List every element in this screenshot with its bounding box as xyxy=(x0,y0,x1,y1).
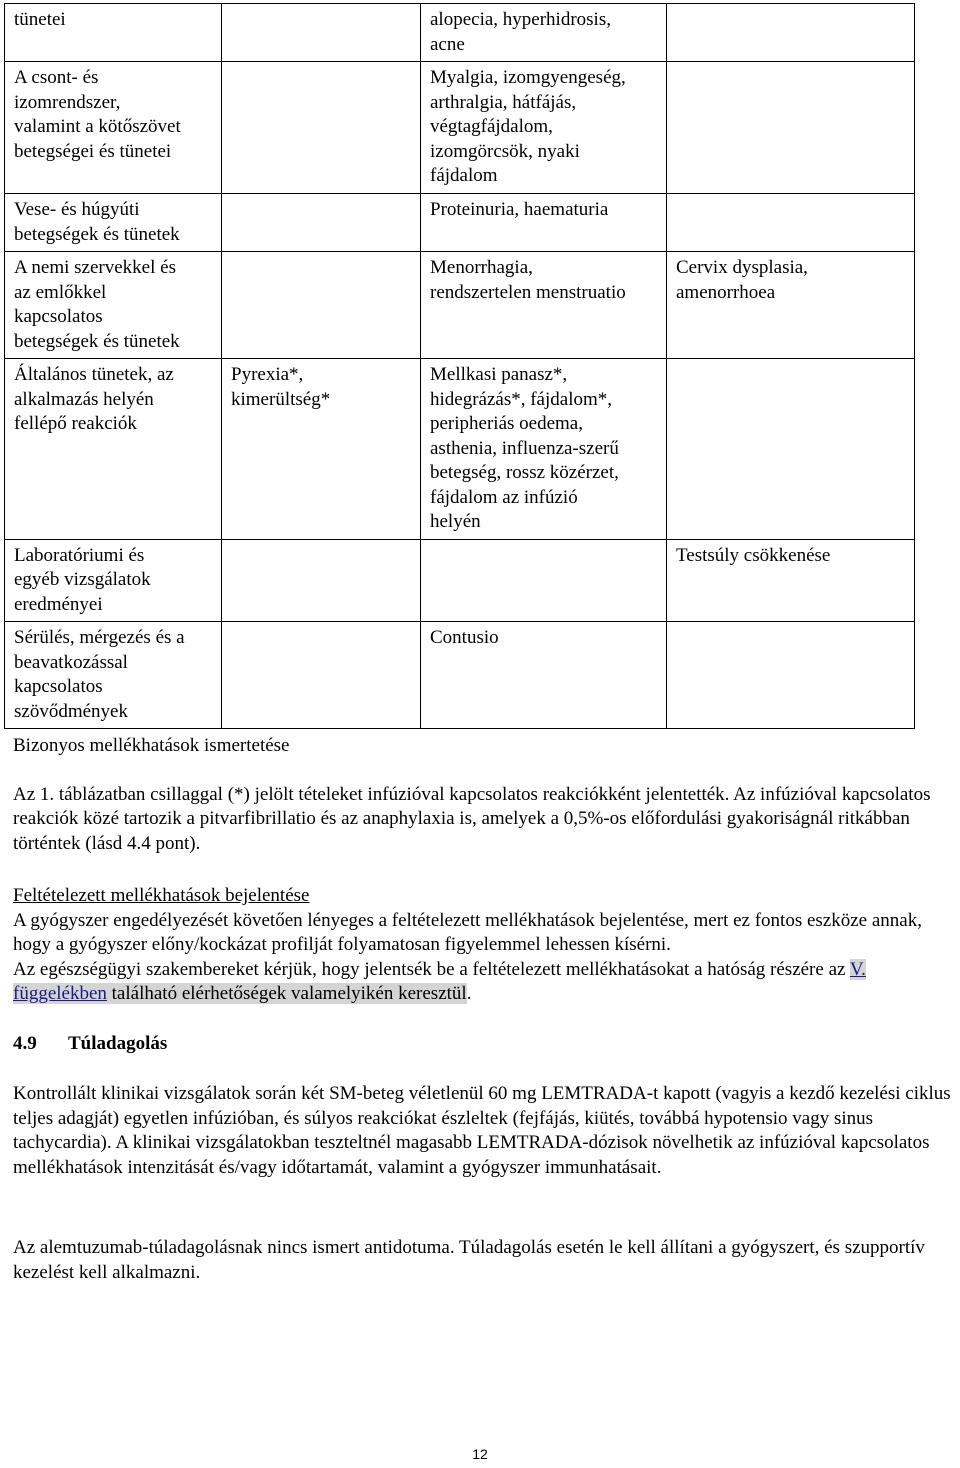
table-row xyxy=(5,62,915,194)
table-cell: A csont- és izomrendszer, valamint a kötőszövet betegségei és tünetei xyxy=(5,62,222,194)
overdose-text-2: Az alemtuzumab-túladagolásnak nincs ismert antidotuma. Túladagolás esetén le kell állítani a gyógyszert, és szupportív kezelést kell alkalmazni. xyxy=(13,1237,925,1283)
reporting-heading: Feltételezett mellékhatások bejelentése xyxy=(13,885,310,906)
table-cell: Vese- és húgyúti betegségek és tünetek xyxy=(5,194,222,252)
section-title: Túladagolás xyxy=(68,1033,168,1054)
table-row xyxy=(5,359,915,540)
table-cell: alopecia, hyperhidrosis, acne xyxy=(421,4,667,62)
adverse-reactions-table xyxy=(4,3,915,729)
table-cell: Sérülés, mérgezés és a beavatkozással kapcsolatos szövődmények xyxy=(5,622,222,729)
section-heading xyxy=(13,1032,958,1057)
table-cell xyxy=(667,4,915,62)
table-row xyxy=(5,194,915,252)
table-row xyxy=(5,4,915,62)
table-row xyxy=(5,622,915,729)
table-cell: Contusio xyxy=(421,622,667,729)
table-cell xyxy=(222,252,421,359)
table-cell: Cervix dysplasia, amenorrhoea xyxy=(667,252,915,359)
appendix-v-link[interactable]: V. függelékben xyxy=(13,958,866,1004)
table-cell: Menorrhagia, rendszertelen menstruatio xyxy=(421,252,667,359)
reporting-section xyxy=(13,884,958,1007)
table-cell xyxy=(667,62,915,194)
table-cell xyxy=(222,194,421,252)
reporting-contact-lead: Az egészségügyi szakembereket kérjük, hogy jelentsék be a feltételezett mellékhatásokat a hatóság részére az xyxy=(13,958,846,980)
section-number: 4.9 xyxy=(13,1033,37,1054)
table-cell xyxy=(222,62,421,194)
table-cell xyxy=(222,4,421,62)
table-cell xyxy=(222,622,421,729)
table-cell xyxy=(667,359,915,540)
overdose-paragraph-1 xyxy=(13,1082,958,1180)
overdose-paragraph-2 xyxy=(13,1236,958,1285)
specific-reactions-heading: Bizonyos mellékhatások ismertetése xyxy=(13,735,290,756)
table-cell: Mellkasi panasz*, hidegrázás*, fájdalom*, peripheriás oedema, asthenia, influenza-szerű betegség, rossz közérzet, fájdalom az infúzió helyén xyxy=(421,359,667,540)
table-cell: Pyrexia*, kimerültség* xyxy=(222,359,421,540)
table-row xyxy=(5,252,915,359)
table-cell: Laboratóriumi és egyéb vizsgálatok eredményei xyxy=(5,539,222,622)
reporting-contact-end: . xyxy=(466,983,472,1004)
table-cell: Testsúly csökkenése xyxy=(667,539,915,622)
table-cell: Myalgia, izomgyengeség, arthralgia, hátfájás, végtagfájdalom, izomgörcsök, nyaki fájdalom xyxy=(421,62,667,194)
specific-reactions-section xyxy=(13,734,958,856)
table-cell: A nemi szervekkel és az emlőkkel kapcsolatos betegségek és tünetek xyxy=(5,252,222,359)
reporting-contact-tail: található elérhetőségek valamelyikén keresztül xyxy=(106,983,467,1004)
table-cell xyxy=(222,539,421,622)
table-cell: Általános tünetek, az alkalmazás helyén fellépő reakciók xyxy=(5,359,222,540)
reporting-contact-text xyxy=(13,958,958,1007)
table-cell: tünetei xyxy=(5,4,222,62)
table-row xyxy=(5,539,915,622)
table-cell: Proteinuria, haematuria xyxy=(421,194,667,252)
table-cell xyxy=(667,194,915,252)
specific-reactions-text: Az 1. táblázatban csillaggal (*) jelölt tételeket infúzióval kapcsolatos reakciókként jelentették. Az infúzióval kapcsolatos reakciók közé tartozik a pitvarfibrillatio és az anaphylaxia is, amelyek a 0,5%-os előfordulási gyakoriságnál ritkábban történtek (lásd 4.4 pont). xyxy=(13,783,931,854)
overdose-text-1: Kontrollált klinikai vizsgálatok során két SM-beteg véletlenül 60 mg LEMTRADA-t kapott (vagyis a kezdő kezelési ciklus teljes adagját) egyetlen infúzióban, és súlyos reakciókat észleltek (fejfájás, kiütés, továbbá hypotensio vagy sinus tachycardia). A klinikai vizsgálatokban teszteltnél magasabb LEMTRADA-dózisok növelhetik az infúzióval kapcsolatos mellékhatások intenzitását és/vagy időtartamát, valamint a gyógyszer immunhatásait. xyxy=(13,1083,951,1178)
page-number: 12 xyxy=(472,1446,488,1462)
reporting-text: A gyógyszer engedélyezését követően lényeges a feltételezett mellékhatások bejelentése, mert ez fontos eszköze annak, hogy a gyógyszer előny/kockázat profilját folyamatosan figyelemmel lehessen kísérni. xyxy=(13,909,922,955)
table-cell xyxy=(667,622,915,729)
adverse-reactions-table-body xyxy=(5,4,915,729)
table-cell xyxy=(421,539,667,622)
